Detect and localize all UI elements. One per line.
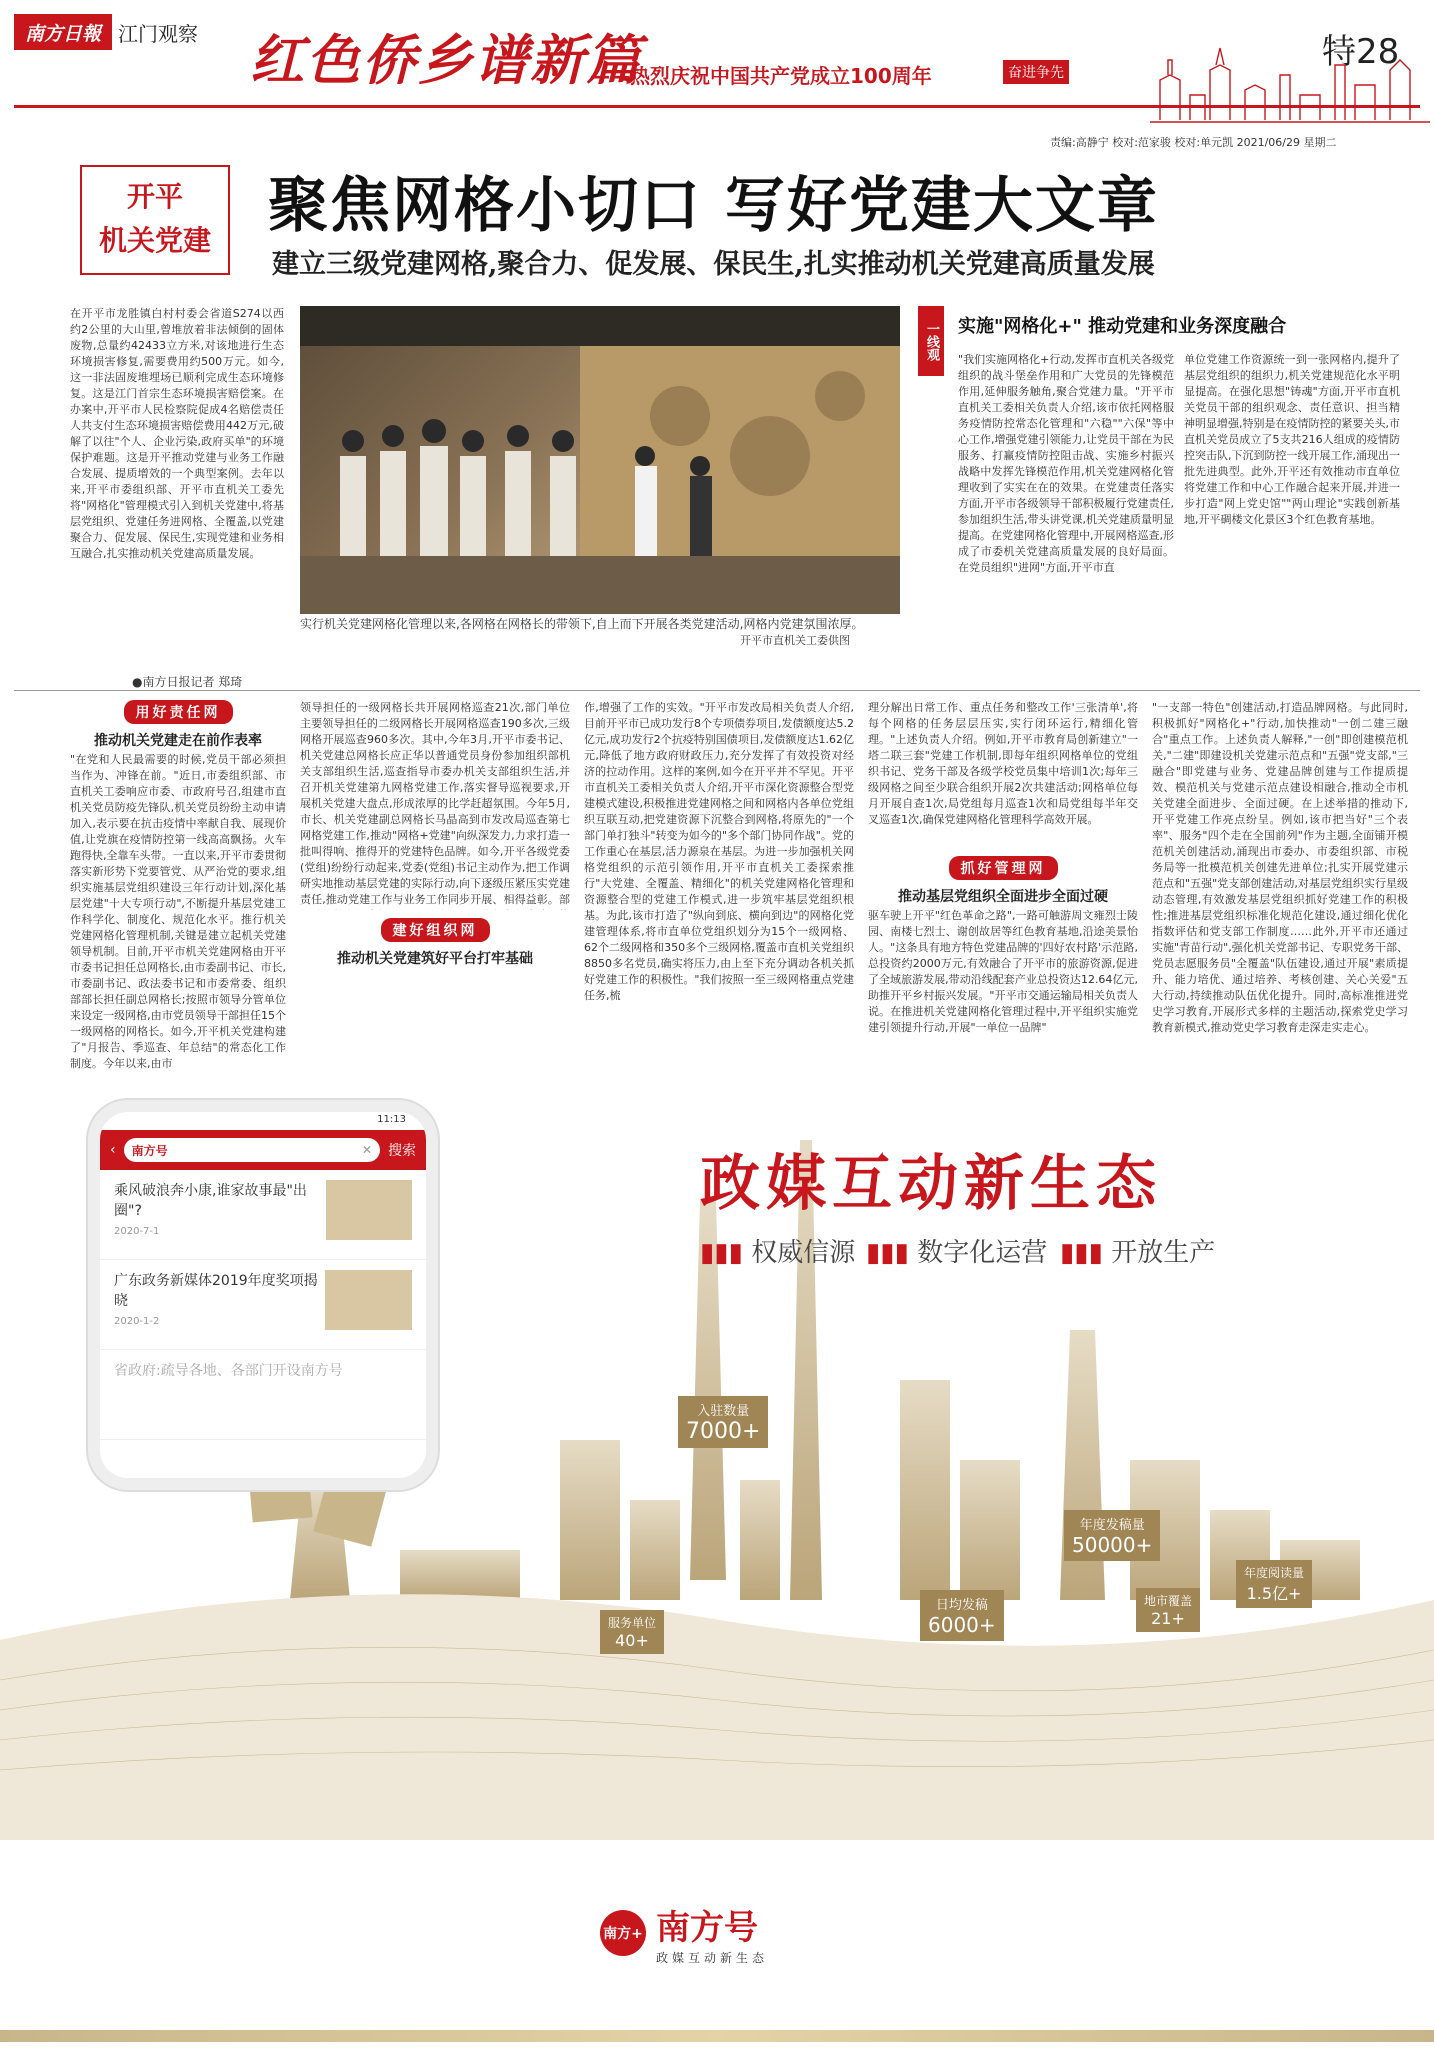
stat-callout-4: 服务单位 40+ xyxy=(600,1610,664,1654)
banner-subtitle: ——热烈庆祝中国共产党成立100周年 xyxy=(590,64,932,88)
column-3-text: 作,增强了工作的实效。"开平市发改局相关负责人介绍,目前开平市已成功发行8个专项债券项目,发债额度达5.2亿元,成功发行2个抗疫特别国债项目,发债额度达1.62亿元,降低了地方政府财政压力,充分发挥了有效投资对经济的拉动作用。这样的案例,如今在开平并不罕见。开平市直机关工委相关负责人介绍,开平市深化资源整合型党建模式建设,积极推进党建网格之间和网格内各单位党组织互联互动,把党建资源下沉整合到网格,将原先的"一个部门单打独斗"转变为如今的"多个部门协同作战"。党的工作重心在基层,活力源泉在基层。为进一步加强机关网格党组织的示范引领作用,开平市直机关工委探索推行"大党建、全覆盖、精细化"的机关党建网格化管理和资源整合型的党建工作模式,进一步筑牢基层党组织根基。为此,该市打造了"纵向到底、横向到边"的网格化党建管理体系,将市直单位党组织划分为15个一级网格、62个二级网格和350多个三级网格,覆盖市直机关党组织8850多名党员,确实将压力,由上至下充分调动各机关抓好党建工作的积极性。"我们按照一至三级网格重点党建任务,梳 xyxy=(584,701,854,1002)
subheadline: 建立三级党建网格,聚合力、促发展、保民生,扎实推动机关党建高质量发展 xyxy=(272,249,1155,280)
photo-credit: 开平市直机关工委供图 xyxy=(740,634,850,647)
column-1-head: 推动机关党建走在前作表率 xyxy=(94,733,262,749)
column-1-pill: 用好责任网 xyxy=(124,700,233,724)
back-icon[interactable]: ‹ xyxy=(110,1142,116,1158)
phone-search-input[interactable]: 南方号 ✕ xyxy=(124,1138,380,1162)
section-name: 江门观察 xyxy=(118,22,198,46)
ad-bottom-band xyxy=(0,2030,1434,2042)
column-4-pill: 抓好管理网 xyxy=(949,856,1058,880)
kicker-line-1: 开平 xyxy=(126,180,183,213)
photo-illustration xyxy=(300,306,900,614)
column-2-pill: 建好组织网 xyxy=(381,918,490,942)
close-icon: ✕ xyxy=(361,1143,372,1157)
kicker-line-2: 机关党建 xyxy=(98,224,211,257)
list-item[interactable]: 乘风破浪奔小康,谁家故事最"出圈"? 2020-7-1 xyxy=(100,1170,426,1260)
page-number: 特28 xyxy=(1322,32,1400,72)
column-2-text: 领导担任的一级网格长共开展网格巡查21次,部门单位主要领导担任的二级网格长开展网格巡查190多次,三级网格开展巡查960多次。其中,今年3月,开平市委书记、机关党建总网格长应正华以普通党员身份参加组织部机关支部组织生活,巡查指导市委办机关支部组织生活,并召开机关党建第九网格党建工作,落实督导巡视要求,开展机关党建大盘点,形成浓厚的比学赶超氛围。今年5月,市长、机关党建副总网格长马晶高到市发改局巡查第七网格党建工作,推动"网格+党建"向纵深发力,力求打造一批叫得响、推得开的党建特色品牌。如今,开平各级党委(党组)纷纷行动起来,党委(党组)书记主动作为,把工作调研实地推动基层党建的实际行动,向下逐级压紧压实党建责任,推动党建工作与业务工作同步开展、相得益彰。部 xyxy=(300,701,570,906)
right-column-text-2: 单位党建工作资源统一到一张网格内,提升了基层党组织的组织力,机关党建规范化水平明显提高。在强化思想"铸魂"方面,开平市直机关党员干部的组织观念、责任意识、担当精神明显增强,特别是在疫情防控的紧要关头,市直机关党员成立了5支共216人组成的疫情防控突击队,下沉到防控一线开展工作,涌现出一批先进典型。此外,开平还有效推动市直单位将党建工作和中心工作融合起来开展,并进一步打造"网上党史馆""两山理论"实践创新基地,开平碉楼文化景区3个红色教育基地。 xyxy=(1184,353,1400,526)
phone-status-time: 11:13 xyxy=(377,1114,406,1125)
column-4-header xyxy=(868,856,1138,906)
column-2-head: 推动机关党建筑好平台打牢基础 xyxy=(337,951,533,967)
column-4-top-text: 理分解出日常工作、重点任务和整改工作'三张清单',将每个网格的任务层层压实,实行闭环运行,精细化管理。"上述负责人介绍。例如,开平市教育局创新建立"一塔二联三套"党建工作机制,即每年组织网格单位的党组织书记、党务干部及各级学校党员集中培训1次;每年三级网格之间至少联合组织开展2次共建活动;网格单位每月开展自查1次,局党组每月巡查1次和局党组每半年交叉巡查1次,确保党建网格化管理科学高效开展。 xyxy=(868,701,1138,826)
editor-credits: 责编:高静宁 校对:范家骏 校对:单元凯 2021/06/29 星期二 xyxy=(1050,136,1337,149)
logo-name: 南方号 xyxy=(656,1908,758,1948)
stat-callout-3: 日均发稿 6000+ xyxy=(920,1590,1004,1641)
thumbnail xyxy=(325,1270,412,1330)
phone-app-bar xyxy=(100,1130,426,1170)
ad-feature-3: ▮▮▮ 开放生产 xyxy=(1060,1238,1216,1268)
masthead-rule xyxy=(14,105,1420,108)
list-item[interactable]: 广东政务新媒体2019年度奖项揭晓 2020-1-2 xyxy=(100,1260,426,1350)
stat-callout-2: 年度发稿量 50000+ xyxy=(1064,1510,1160,1561)
nanfanghao-logo xyxy=(600,1900,768,1966)
stat-callout-6: 年度阅读量 1.5亿+ xyxy=(1236,1560,1312,1608)
thumbnail xyxy=(326,1180,412,1240)
column-4-text: 驱车驶上开平"红色革命之路",一路可触游周文雍烈士陵园、南楼七烈士、谢创故居等红色教育基地,沿途美景怡人。"这条具有地方特色党建品牌的'四好农村路'示范路,总投资约2000万元,有效融合了开平市的旅游资源,促进了全域旅游发展,带动沿线配套产业总投资达12.64亿元,助推开平乡村振兴发展。"开平市交通运输局相关负责人说。在推进机关党建网格化管理过程中,开平组织实施党建引领提升行动,开展"一单位一品牌" xyxy=(868,909,1138,1034)
ad-feature-2: ▮▮▮ 数字化运营 xyxy=(866,1238,1048,1268)
lead-paragraph: 在开平市龙胜镇白村村委会省道S274以西约2公里的大山里,曾堆放着非法倾倒的固体废物,总量约42433立方米,对该地进行生态环境损害修复,需要费用约500万元。如今,这一非法固废堆埋场已顺利完成生态环境修复。这是江门首宗生态环境损害赔偿案。在办案中,开平市人民检察院促成4名赔偿责任人共支付生态环境损害赔偿费用442万元,破解了以往"个人、企业污染,政府买单"的环境保护难题。这是开平推动党建与业务工作融合发展、提质增效的一个典型案例。去年以来,开平市委组织部、开平市直机关工委先将"网格化"管理模式引入到机关党建中,将基层党组织、党建任务进网格、全覆盖,以党建聚合力、促发展、保民生,实现党建和业务相互融合,扎实推动机关党建高质量发展。 xyxy=(70,307,284,560)
kicker-box xyxy=(80,165,230,275)
column-2-header xyxy=(300,918,570,968)
nanfang-plus-badge: 南方+ xyxy=(600,1910,646,1956)
banner-tag: 奋进争先 xyxy=(1003,60,1069,84)
column-5-text: "一支部一特色"创建活动,打造品牌网格。与此同时,积极抓好"网格化+"行动,加快推动"一创二建三融合"重点工作。上述负责人解释,"一创"即创建模范机关,"二建"即建设机关党建示范点和"五强"党支部,"三融合"即党建与业务、党建品牌创建与工作提质提效、模范机关与党建示范点建设相融合,推动全市机关党建全面进步、全面过硬。在上述举措的推动下,开平党建工作亮点纷呈。例如,该市把当好"三个表率"、服务"四个走在全国前列"作为主题,全面铺开模范机关创建活动,涌现出市委办、市委组织部、市税务局等一批模范机关创建先进单位;扎实开展党建示范点和"五强"党支部创建活动,对基层党组织实行星级动态管理,有效激发基层党组织抓好党建工作的积极性;推进基层党组织标准化规范化建设,通过细化优化指数评估和党支部工作制度……此外,开平市还通过实施"青苗行动",强化机关党部书记、专职党务干部、党员志愿服务员"全覆盖"队伍建设,通过开展"素质提升、能力培优、通过培养、考核创建、关心关爱"五大行动,持续推动队伍优化提升。同时,高标准推进党史学习教育,开展形式多样的主题活动,探索党史学习教育新模式,推动党史学习教育走深走实走心。 xyxy=(1152,701,1408,1034)
byline: ●南方日报记者 郑琦 xyxy=(132,675,243,689)
section-divider xyxy=(14,690,1420,691)
headline: 聚焦网格小切口 写好党建大文章 xyxy=(268,171,1159,241)
column-1-header xyxy=(70,700,286,750)
stat-callout-5: 地市覆盖 21+ xyxy=(1136,1588,1200,1632)
ad-title: 政媒互动新生态 xyxy=(700,1149,1162,1219)
list-item[interactable]: 省政府:疏导各地、各部门开设南方号 xyxy=(100,1350,426,1440)
column-1-text: "在党和人民最需要的时候,党员干部必须担当作为、冲锋在前。"近日,市委组织部、市直机关工委响应市委、市政府号召,组建市直机关党员防疫先锋队,机关党员纷纷主动申请加入,表示要在抗击疫情中率献自我、展现价值,让党旗在疫情防控第一线高高飘扬。火车跑得快,全靠车头带。一直以来,开平市委贯彻落实新形势下党要管党、从严治党的要求,组织实施基层党组织建设三年行动计划,深化基层党建"十大专项行动",不断提升基层党建工作科学化、制度化、规范化水平。推行机关党建网格化管理机制,关键是建立起机关党建领导机制。目前,开平市机关党建网格由开平市委书记担任总网格长,由市委副书记、市长,市委副书记、政法委书记和市委常委、组织部部长担任副总网格长;按照市领导分管单位来设定一级网格,由市党员领导干部担任15个一级网格的网格长。如今,开平机关党建构建了"月报告、季巡查、年总结"的常态化工作制度。今年以来,由市 xyxy=(70,753,286,1070)
article-photo xyxy=(300,306,900,614)
right-column-head: 实施"网格化+" 推动党建和业务深度融合 xyxy=(958,316,1287,337)
column-4-head: 推动基层党组织全面进步全面过硬 xyxy=(898,889,1108,905)
banner-title: 红色侨乡谱新篇 xyxy=(250,28,642,92)
logo-tagline: 政媒互动新生态 xyxy=(656,1951,769,1965)
phone-mockup xyxy=(88,1100,438,1490)
stat-callout-1: 入驻数量 7000+ xyxy=(678,1396,768,1448)
newspaper-logo: 南方日報 xyxy=(14,14,112,50)
right-column-text-1: "我们实施网格化+行动,发挥市直机关各级党组织的战斗堡垒作用和广大党员的先锋模范作用,延伸服务触角,聚合党建力量。"开平市直机关工委相关负责人介绍,该市依托网格服务疫情防控常态化管理和"六稳""六保"等中心工作,增强党建引领能力,让党员干部在为民服务、打赢疫情防控阻击战、实施乡村振兴战略中发挥先锋模范作用,机关党建网格化管理收到了实实在在的效果。在党建责任落实方面,开平市各级领导干部积极履行党建责任,参加组织生活,带头讲党课,机关党建质量明显提高。在党建网格化管理中,开展网格巡查,形成了市委机关党建高质量发展的良好局面。在党员组织"进网"方面,开平市直 xyxy=(958,353,1174,574)
phone-search-button[interactable]: 搜索 xyxy=(388,1143,416,1159)
section-tag: 一线观 xyxy=(918,306,944,376)
photo-caption: 实行机关党建网格化管理以来,各网格在网格长的带领下,自上而下开展各类党建活动,网格内党建氛围浓厚。 xyxy=(300,617,864,631)
ad-feature-1: ▮▮▮ 权威信源 xyxy=(700,1238,856,1268)
